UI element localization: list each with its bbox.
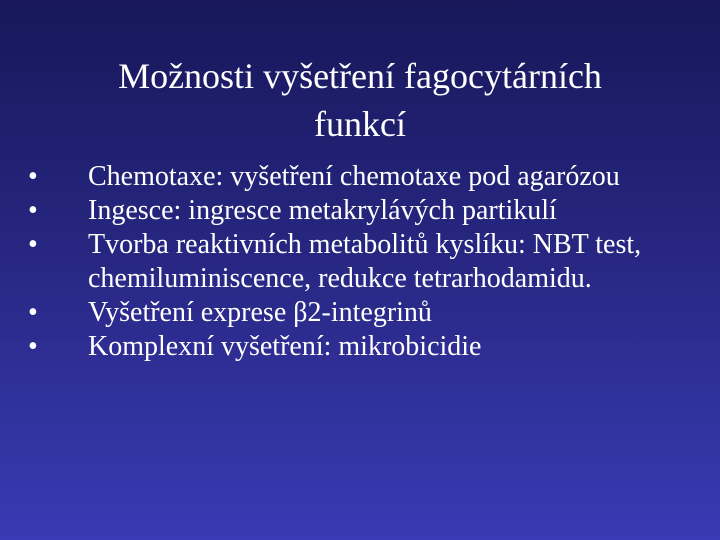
bullet-text: Komplexní vyšetření: mikrobicidie bbox=[88, 331, 482, 362]
bullet-icon: • bbox=[28, 161, 38, 192]
slide-title bbox=[0, 52, 720, 148]
bullet-text: Ingesce: ingresce metakrylávých partikulí bbox=[88, 195, 557, 226]
bullet-item-exprese bbox=[28, 296, 688, 330]
bullet-icon: • bbox=[28, 229, 38, 260]
bullet-item-tvorba bbox=[28, 228, 688, 296]
slide-title-line-2: funkcí bbox=[314, 104, 406, 144]
bullet-item-chemotaxe bbox=[28, 160, 688, 194]
bullet-icon: • bbox=[28, 297, 38, 328]
slide-title-line-1: Možnosti vyšetření fagocytárních bbox=[118, 56, 602, 96]
bullet-list bbox=[28, 160, 688, 364]
bullet-text: Chemotaxe: vyšetření chemotaxe pod agarózou bbox=[88, 161, 620, 192]
bullet-text: Tvorba reaktivních metabolitů kyslíku: NBT test, chemiluminiscence, redukce tetrarhodamidu. bbox=[88, 229, 642, 294]
bullet-icon: • bbox=[28, 331, 38, 362]
bullet-text: Vyšetření exprese β2-integrinů bbox=[88, 297, 432, 328]
bullet-item-komplexni bbox=[28, 330, 688, 364]
bullet-icon: • bbox=[28, 195, 38, 226]
bullet-item-ingesce bbox=[28, 194, 688, 228]
